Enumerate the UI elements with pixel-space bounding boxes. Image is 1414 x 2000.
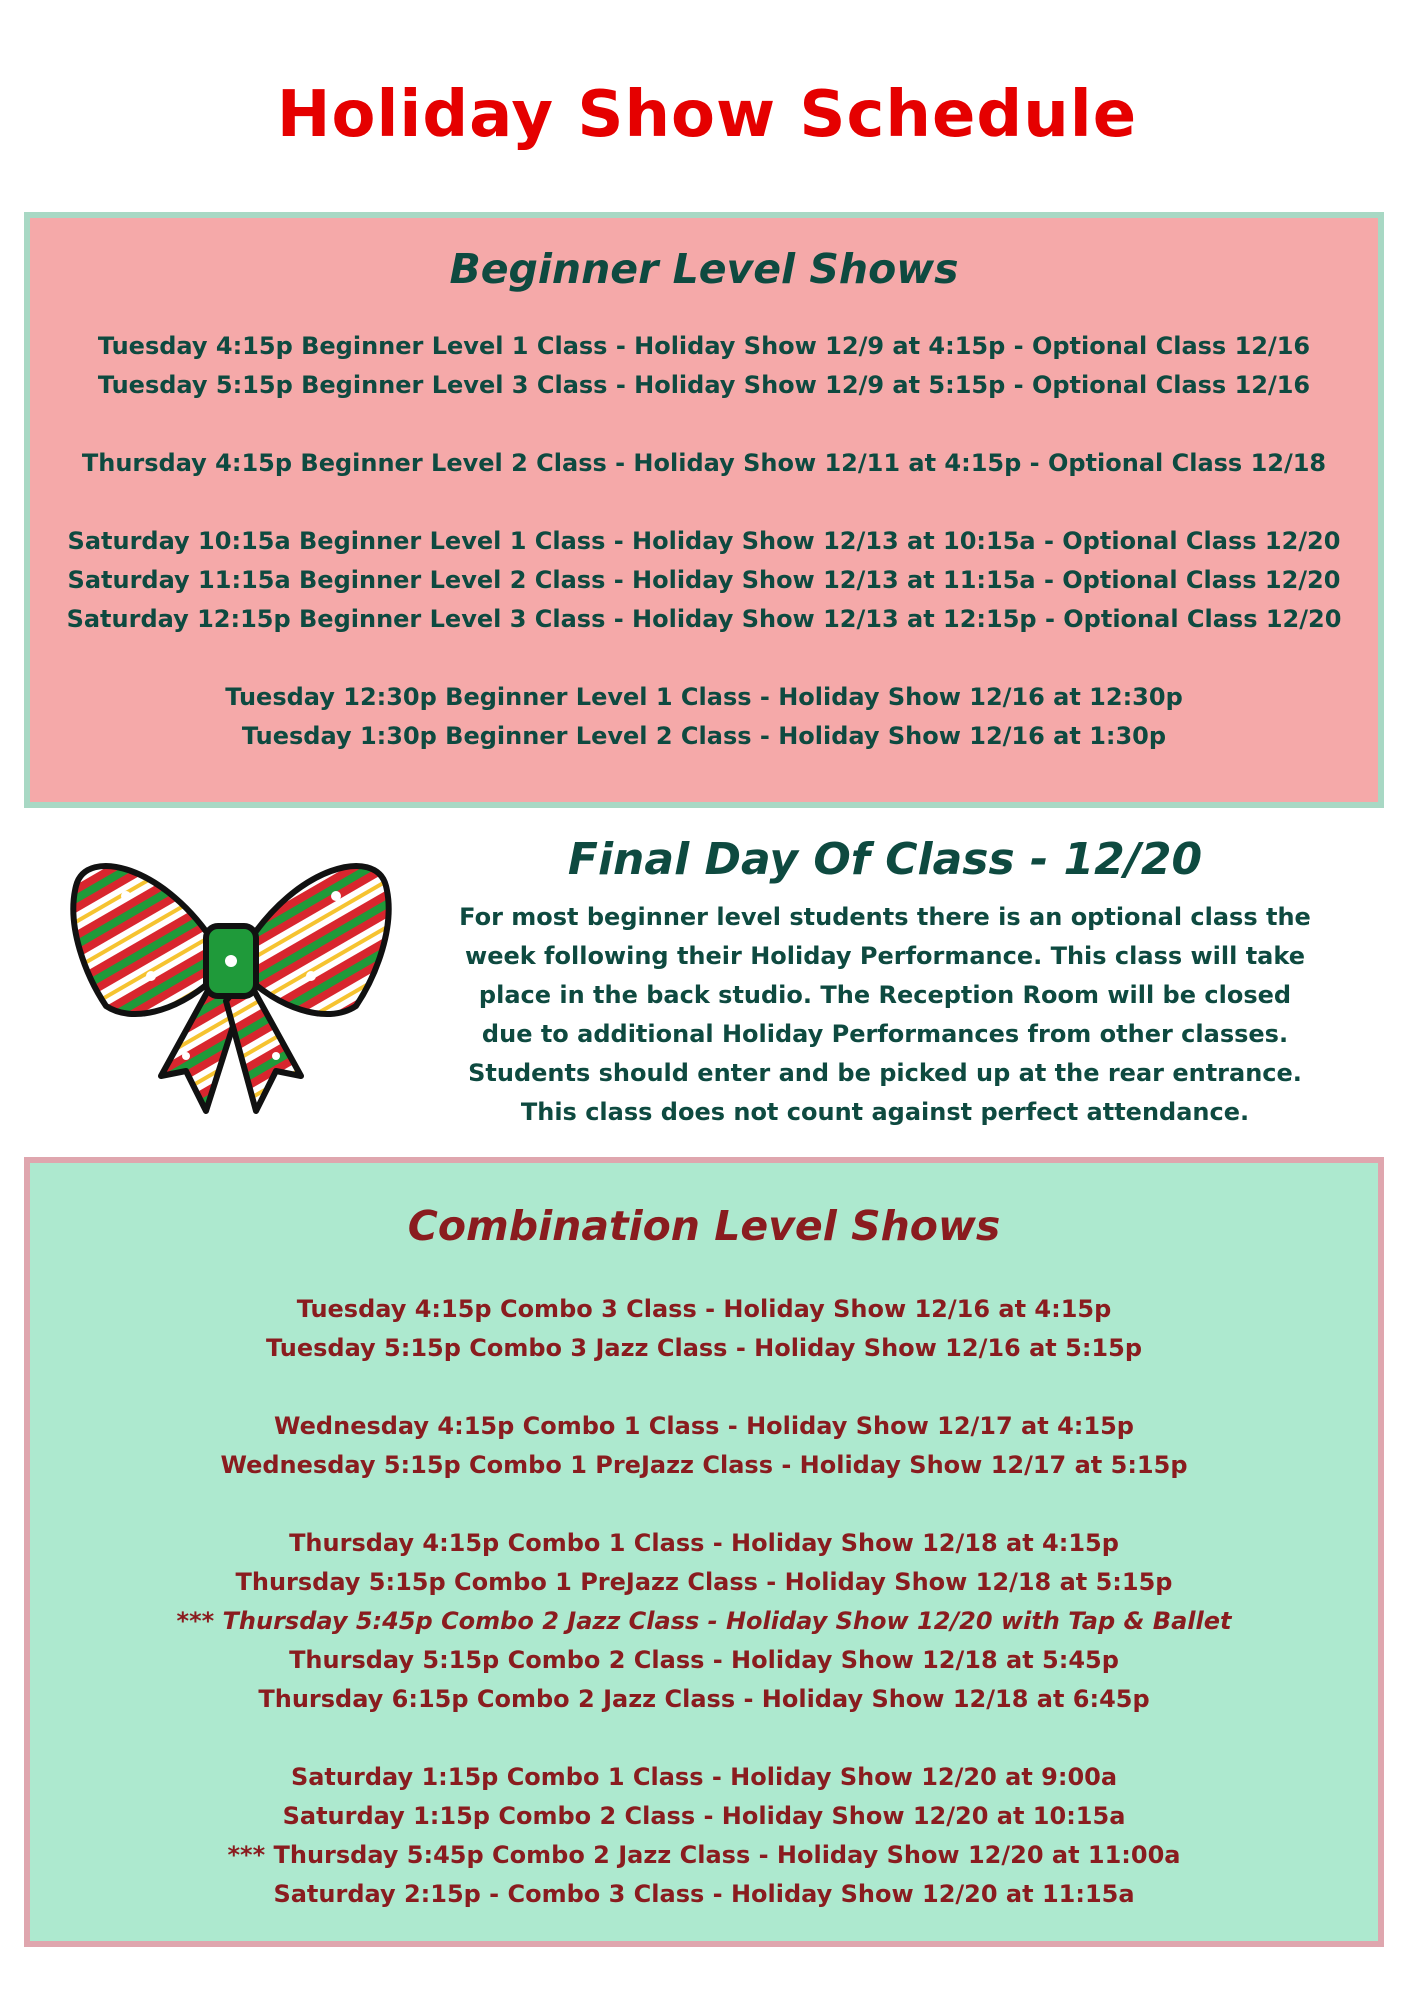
schedule-group	[30, 327, 1378, 405]
schedule-line: Saturday 11:15a Beginner Level 2 Class - Holiday Show 12/13 at 11:15a - Optional Class 12/20	[67, 566, 1341, 594]
notice-line: Students should enter and be picked up at the rear entrance.	[468, 1059, 1302, 1087]
final-day-heading: Final Day Of Class - 12/20	[567, 834, 1203, 885]
notice-line: For most beginner level students there is an optional class the	[459, 903, 1311, 931]
schedule-group	[30, 1758, 1378, 1914]
beginner-shows-panel	[24, 212, 1384, 808]
schedule-line: Thursday 5:15p Combo 2 Class - Holiday Show 12/18 at 5:45p	[289, 1646, 1119, 1674]
final-day-notice	[440, 898, 1330, 1132]
combination-shows-heading: Combination Level Shows	[407, 1202, 1001, 1250]
schedule-line: Tuesday 1:30p Beginner Level 2 Class - Holiday Show 12/16 at 1:30p	[241, 722, 1167, 750]
schedule-group	[30, 678, 1378, 756]
beginner-schedule-list	[30, 327, 1378, 756]
schedule-line: Saturday 2:15p - Combo 3 Class - Holiday Show 12/20 at 11:15a	[273, 1880, 1135, 1908]
page-title: Holiday Show Schedule	[276, 78, 1138, 152]
schedule-line: Saturday 10:15a Beginner Level 1 Class - Holiday Show 12/13 at 10:15a - Optional Class 12/20	[67, 527, 1341, 555]
combination-shows-panel	[24, 1157, 1384, 1947]
schedule-group	[30, 522, 1378, 639]
beginner-shows-heading: Beginner Level Shows	[449, 245, 959, 293]
schedule-line: Tuesday 4:15p Combo 3 Class - Holiday Show 12/16 at 4:15p	[296, 1295, 1112, 1323]
schedule-line: Saturday 1:15p Combo 2 Class - Holiday Show 12/20 at 10:15a	[282, 1802, 1126, 1830]
schedule-line-highlight: *** Thursday 5:45p Combo 2 Jazz Class - Holiday Show 12/20 with Tap & Ballet	[176, 1607, 1232, 1635]
schedule-group	[30, 1407, 1378, 1485]
schedule-group	[30, 444, 1378, 483]
schedule-line: Thursday 4:15p Beginner Level 2 Class - Holiday Show 12/11 at 4:15p - Optional Class 12/18	[81, 449, 1327, 477]
ribbon-bow-icon	[66, 826, 396, 1136]
schedule-line: Thursday 5:15p Combo 1 PreJazz Class - Holiday Show 12/18 at 5:15p	[235, 1568, 1173, 1596]
final-day-section	[440, 830, 1330, 1132]
schedule-line: Wednesday 4:15p Combo 1 Class - Holiday Show 12/17 at 4:15p	[274, 1412, 1134, 1440]
schedule-group	[30, 1524, 1378, 1719]
schedule-line: Tuesday 5:15p Combo 3 Jazz Class - Holiday Show 12/16 at 5:15p	[266, 1334, 1142, 1362]
schedule-line: Tuesday 4:15p Beginner Level 1 Class - Holiday Show 12/9 at 4:15p - Optional Class 12/16	[97, 332, 1311, 360]
notice-line: week following their Holiday Performance. This class will take	[465, 942, 1305, 970]
schedule-line: Tuesday 12:30p Beginner Level 1 Class - Holiday Show 12/16 at 12:30p	[225, 683, 1183, 711]
combination-schedule-list	[30, 1290, 1378, 1914]
schedule-line: Wednesday 5:15p Combo 1 PreJazz Class - Holiday Show 12/17 at 5:15p	[220, 1451, 1188, 1479]
schedule-group	[30, 1290, 1378, 1368]
schedule-line: Tuesday 5:15p Beginner Level 3 Class - Holiday Show 12/9 at 5:15p - Optional Class 12/16	[97, 371, 1311, 399]
schedule-line: Saturday 1:15p Combo 1 Class - Holiday Show 12/20 at 9:00a	[290, 1763, 1118, 1791]
notice-line: due to additional Holiday Performances from other classes.	[481, 1020, 1289, 1048]
schedule-line: Saturday 12:15p Beginner Level 3 Class - Holiday Show 12/13 at 12:15p - Optional Class 12/20	[66, 605, 1342, 633]
schedule-line: *** Thursday 5:45p Combo 2 Jazz Class - Holiday Show 12/20 at 11:00a	[227, 1841, 1181, 1869]
schedule-line: Thursday 6:15p Combo 2 Jazz Class - Holiday Show 12/18 at 6:45p	[258, 1685, 1150, 1713]
notice-line: place in the back studio. The Reception Room will be closed	[478, 981, 1292, 1009]
schedule-line: Thursday 4:15p Combo 1 Class - Holiday Show 12/18 at 4:15p	[289, 1529, 1119, 1557]
notice-line: This class does not count against perfect attendance.	[520, 1098, 1250, 1126]
